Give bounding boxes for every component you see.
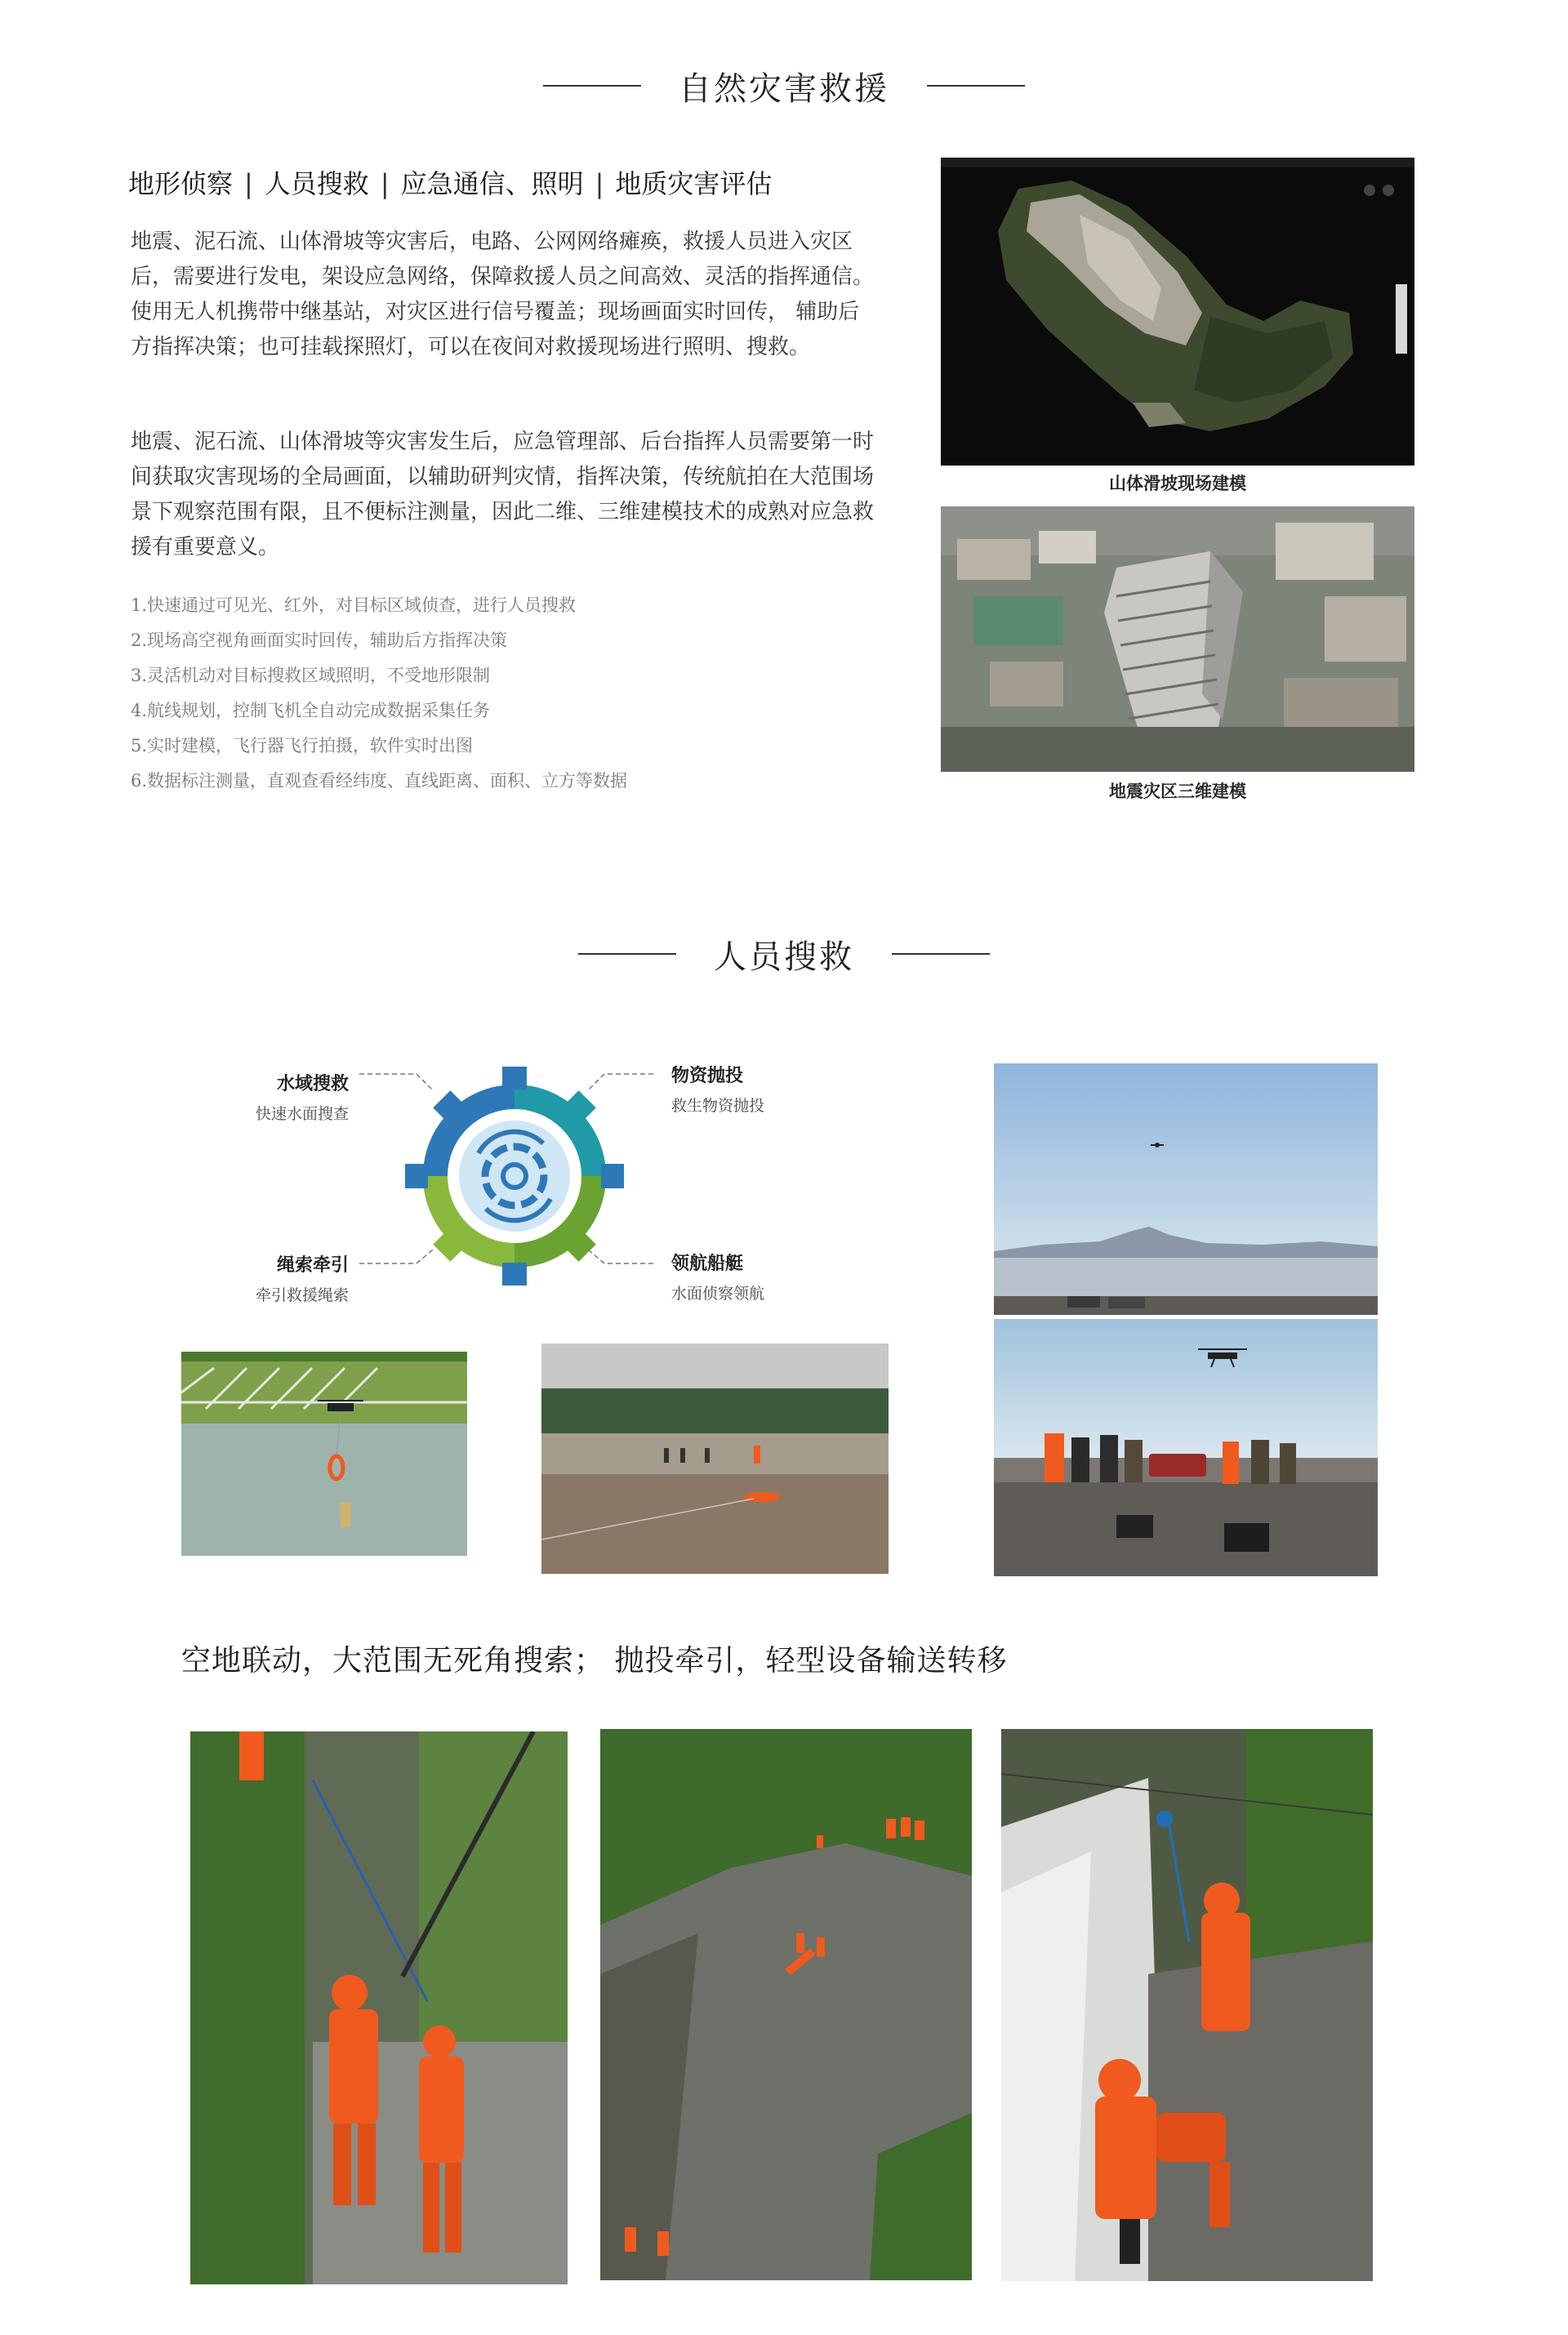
boat-pilot-sub: 水面侦察领航 [671, 1286, 765, 1303]
tag-separator: | [595, 168, 604, 199]
feature-list [131, 588, 627, 799]
heading-rule-left [578, 953, 676, 955]
cliff-rope-rescue-photo-1 [190, 1731, 568, 2284]
list-item: 4.航线规划，控制飞机全自动完成数据采集任务 [131, 701, 491, 720]
water-rescue-title: 水域搜救 [276, 1073, 349, 1094]
tag-geo: 地质灾害评估 [615, 168, 773, 199]
section1-title: 自然灾害救援 [679, 69, 889, 108]
river-rope-rescue-photo [541, 1344, 889, 1574]
earthquake-model-image [941, 506, 1414, 772]
intro-paragraph-2: 地震、泥石流、山体滑坡等灾害发生后，应急管理部、后台指挥人员需要第一时间获取灾害现场的全局画面，以辅助研判灾情，指挥决策，传统航拍在大范围场景下观察范围有限，且不便标注测量，因此二维、三维建模技术的成熟对应急救援有重要意义。 [131, 430, 875, 559]
tag-search: 人员搜救 [264, 168, 369, 199]
boat-pilot-title: 领航船艇 [671, 1253, 744, 1273]
gear-label-water [230, 1070, 349, 1124]
intro-paragraph-1: 地震、泥石流、山体滑坡等灾害后，电路、公网网络瘫痪，救援人员进入灾区后，需要进行发电，架设应急网络，保障救援人员之间高效、灵活的指挥通信。使用无人机携带中继基站，对灾区进行信号覆盖；现场画面实时回传， 辅助后方指挥决策；也可挂载探照灯，可以在夜间对救援现场进行照明、搜救。 [131, 229, 875, 359]
list-item: 1.快速通过可见光、红外，对目标区域侦查，进行人员搜救 [131, 595, 577, 615]
list-item: 6.数据标注测量，直观查看经纬度、直线距离、面积、立方等数据 [131, 771, 628, 791]
tag-terrain: 地形侦察 [128, 168, 234, 199]
capability-tags [128, 163, 772, 201]
section1-heading [0, 61, 1568, 110]
gear-label-rope [230, 1251, 349, 1305]
rescue-team-drone-photo [994, 1319, 1378, 1576]
landslide-model-image [941, 158, 1414, 466]
supply-drop-sub: 救生物资抛投 [671, 1098, 765, 1115]
tag-separator: | [380, 168, 390, 199]
slab-stretcher-rescue-photo [600, 1729, 972, 2280]
list-item: 3.灵活机动对目标搜救区域照明，不受地形限制 [131, 666, 491, 685]
water-rescue-sub: 快速水面搜查 [255, 1106, 349, 1123]
list-item: 2.现场高空视角画面实时回传，辅助后方指挥决策 [131, 631, 508, 650]
gear-label-boat [671, 1250, 764, 1303]
gear-connector-lines [359, 1070, 719, 1282]
section2-heading [0, 929, 1568, 978]
waterfall-rope-rescue-photo [1001, 1729, 1373, 2281]
tag-comm: 应急通信、照明 [400, 168, 584, 199]
tag-separator: | [244, 168, 253, 199]
section2-title: 人员搜救 [714, 938, 854, 976]
list-item: 5.实时建模，飞行器飞行拍摄，软件实时出图 [131, 736, 474, 755]
landslide-caption: 山体滑坡现场建模 [1109, 475, 1246, 493]
rope-tow-sub: 牵引救援绳索 [255, 1287, 349, 1304]
rope-tow-title: 绳索牵引 [276, 1254, 349, 1275]
gear-label-supply [671, 1062, 764, 1116]
heading-rule-left [543, 85, 641, 87]
supply-drop-title: 物资抛投 [671, 1065, 744, 1085]
earthquake-caption: 地震灾区三维建模 [1109, 782, 1246, 801]
heading-rule-right [892, 953, 990, 955]
lake-drone-photo [994, 1063, 1378, 1315]
drone-ring-drop-photo [181, 1352, 467, 1556]
section2-slogan: 空地联动，大范围无死角搜索； 抛投牵引，轻型设备输送转移 [181, 1644, 1008, 1678]
heading-rule-right [927, 85, 1025, 87]
